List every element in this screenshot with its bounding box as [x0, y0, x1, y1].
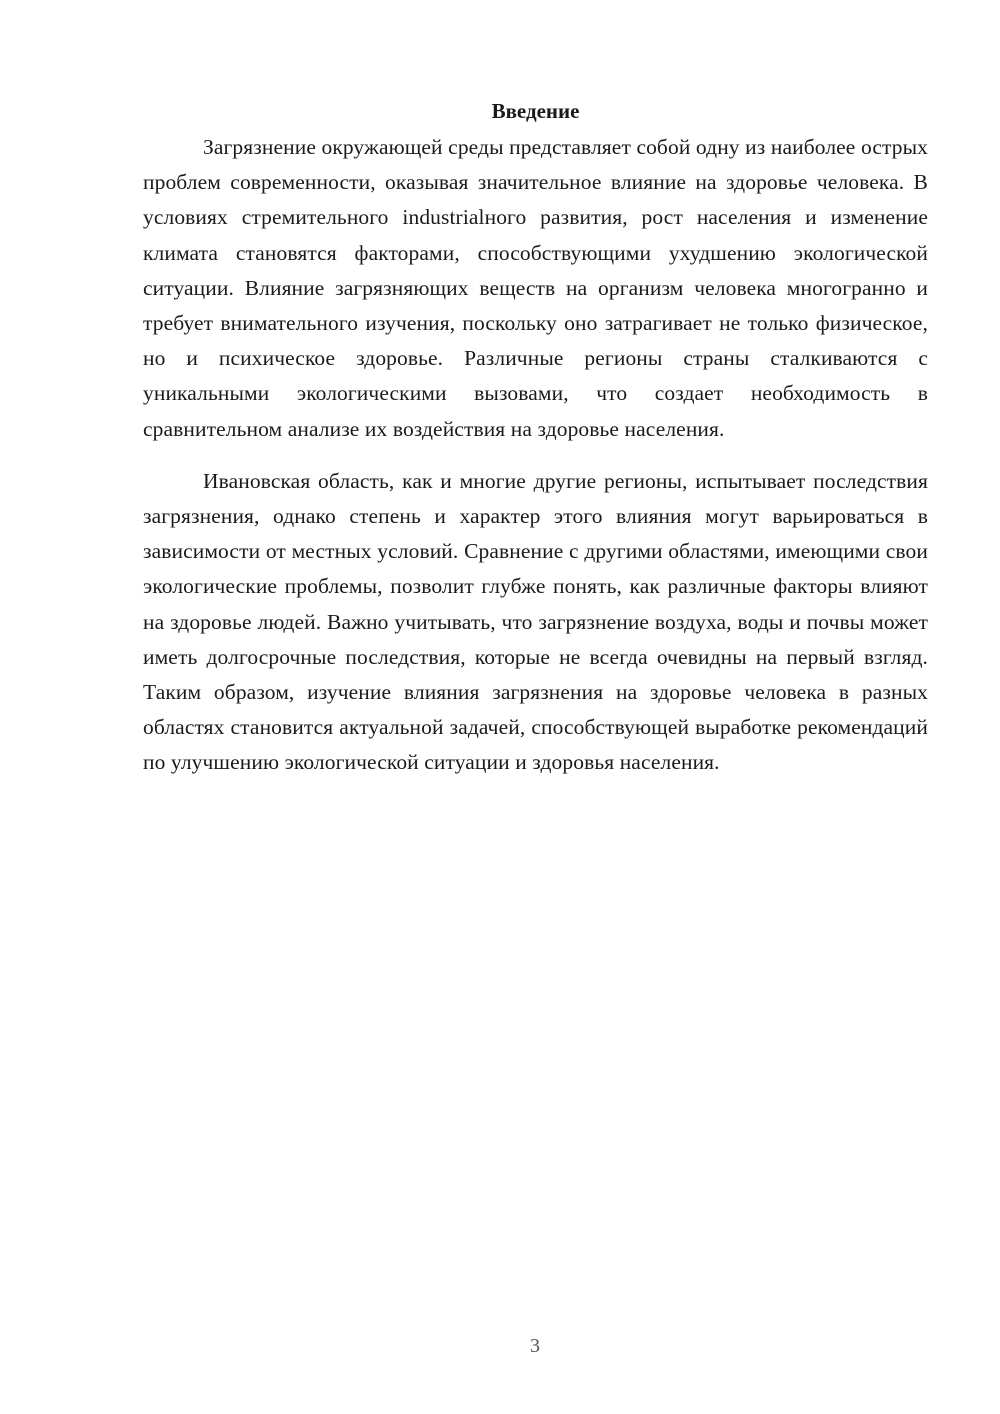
page-content: [143, 96, 928, 781]
page-number: 3: [530, 1335, 540, 1357]
section-heading: Введение: [491, 99, 580, 123]
paragraph-1: Загрязнение окружающей среды представляет собой одну из наиболее острых проблем современности, оказывая значительное влияние на здоровье человека. В условиях стремительного industrialного развития, рост населения и изменение климата становятся факторами, способствующими ухудшению экологической ситуации. Влияние загрязняющих веществ на организм человека многогранно и требует внимательного изучения, поскольку оно затрагивает не только физическое, но и психическое здоровье. Различные регионы страны сталкиваются с уникальными экологическими вызовами, что создает необходимость в сравнительном анализе их воздействия на здоровье населения.: [143, 135, 928, 441]
paragraph-2: Ивановская область, как и многие другие регионы, испытывает последствия загрязнения, однако степень и характер этого влияния могут варьироваться в зависимости от местных условий. Сравнение с другими областями, имеющими свои экологические проблемы, позволит глубже понять, как различные факторы влияют на здоровье людей. Важно учитывать, что загрязнение воздуха, воды и почвы может иметь долгосрочные последствия, которые не всегда очевидны на первый взгляд. Таким образом, изучение влияния загрязнения на здоровье человека в разных областях становится актуальной задачей, способствующей выработке рекомендаций по улучшению экологической ситуации и здоровья населения.: [143, 468, 928, 775]
